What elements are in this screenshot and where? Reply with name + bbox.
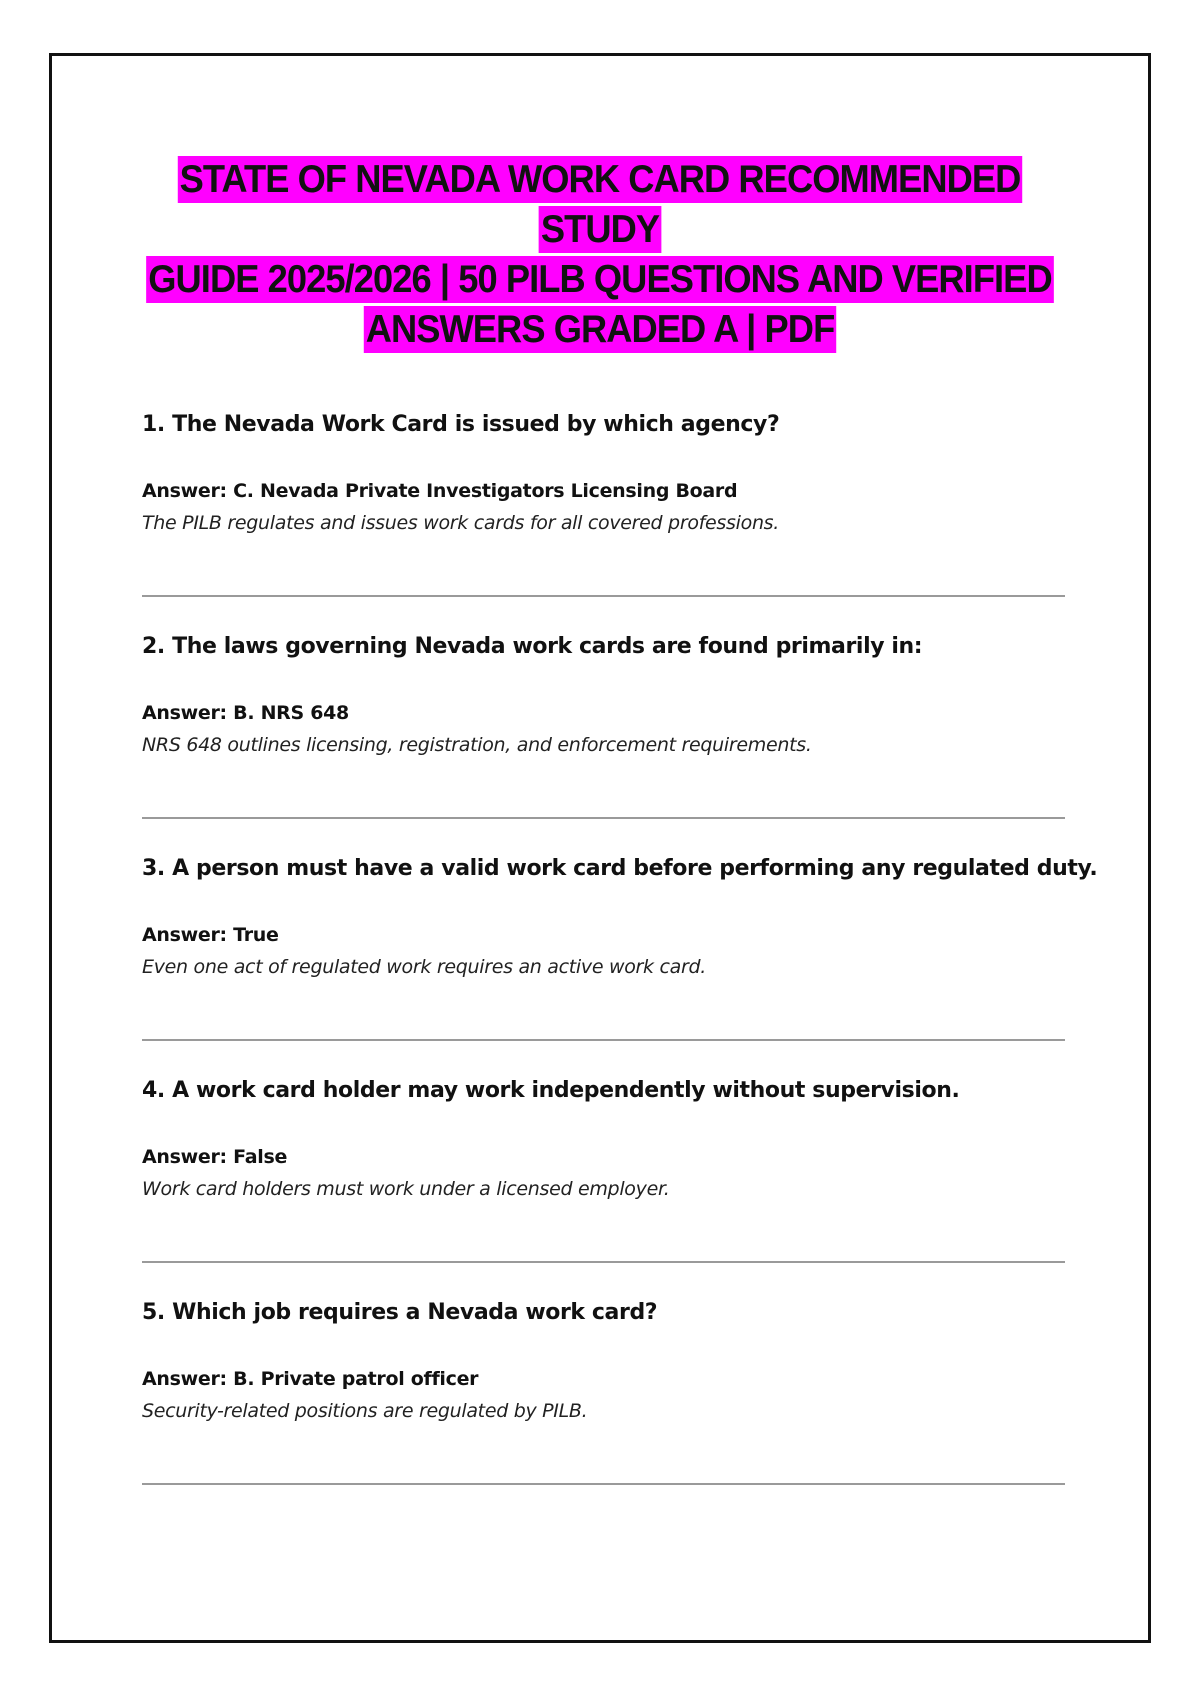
question-item — [142, 634, 1065, 856]
explanation-text: The PILB regulates and issues work cards for all covered professions. — [142, 512, 780, 534]
question-item — [142, 412, 1065, 634]
divider — [142, 595, 1065, 597]
answer-text: Answer: B. NRS 648 — [142, 702, 349, 724]
question-item — [142, 1300, 1065, 1522]
explanation-text: Work card holders must work under a licensed employer. — [142, 1178, 670, 1200]
question-text: 5. Which job requires a Nevada work card? — [142, 1300, 658, 1325]
explanation-text: NRS 648 outlines licensing, registration, and enforcement requirements. — [142, 734, 812, 756]
title-line: GUIDE 2025/2026 | 50 PILB QUESTIONS AND VERIFIED — [148, 258, 1052, 301]
question-item — [142, 1078, 1065, 1300]
question-item — [142, 856, 1098, 1078]
answer-text: Answer: False — [142, 1146, 288, 1168]
divider — [142, 1483, 1065, 1485]
question-text: 3. A person must have a valid work card before performing any regulated duty. — [142, 856, 1098, 881]
divider — [142, 1261, 1065, 1263]
question-text: 4. A work card holder may work independently without supervision. — [142, 1078, 960, 1103]
answer-text: Answer: B. Private patrol officer — [142, 1368, 479, 1390]
question-list — [142, 412, 1098, 1522]
divider — [142, 817, 1065, 819]
question-text: 1. The Nevada Work Card is issued by which agency? — [142, 412, 780, 437]
title-line: ANSWERS GRADED A | PDF — [365, 308, 835, 351]
explanation-text: Even one act of regulated work requires an active work card. — [142, 956, 706, 978]
divider — [142, 1039, 1065, 1041]
answer-text: Answer: True — [142, 924, 279, 946]
title-line: STATE OF NEVADA WORK CARD RECOMMENDED STUDY — [179, 158, 1021, 251]
explanation-text: Security-related positions are regulated by PILB. — [142, 1400, 588, 1422]
answer-text: Answer: C. Nevada Private Investigators Licensing Board — [142, 480, 738, 502]
question-text: 2. The laws governing Nevada work cards are found primarily in: — [142, 634, 923, 659]
document-title — [135, 155, 1065, 355]
